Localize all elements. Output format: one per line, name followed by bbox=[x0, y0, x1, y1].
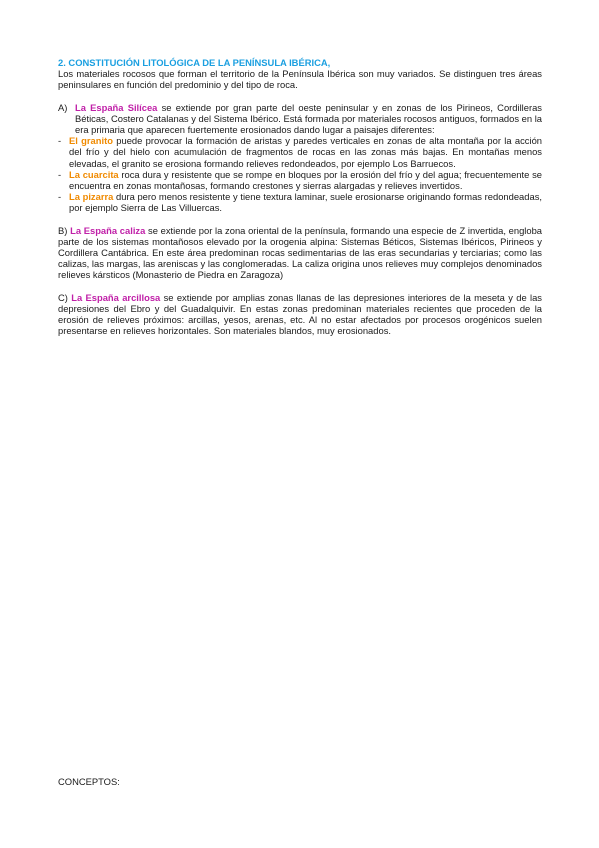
rock-term-cuarcita: La cuarcita bbox=[69, 168, 119, 180]
bullet-dash: - bbox=[58, 135, 62, 147]
rock-term-pizarra: La pizarra bbox=[69, 191, 114, 203]
section-b-label: B) bbox=[58, 224, 68, 236]
bullet-dash: - bbox=[58, 191, 62, 203]
bullet-text: dura pero menos resistente y tiene textura laminar, suele erosionarse originando formas redondeadas, por ejemplo Sierra de Las Villuercas. bbox=[69, 191, 542, 214]
bullet-granito bbox=[58, 135, 542, 169]
document-body bbox=[58, 57, 542, 336]
section-c-heading: La España arcillosa bbox=[71, 291, 161, 303]
section-c-label: C) bbox=[58, 291, 68, 303]
section-a-heading: La España Silícea bbox=[75, 101, 158, 113]
section-a-label: A) bbox=[58, 101, 68, 113]
section-b bbox=[58, 225, 542, 281]
section-b-heading: La España caliza bbox=[70, 224, 146, 236]
bullet-text: roca dura y resistente que se rompe en bloques por la erosión del frío y del agua; frecuentemente se encuentra en zonas montañosas, formando crestones y sierras alargadas y relieves invertidos. bbox=[69, 168, 542, 192]
rock-term-granito: El granito bbox=[69, 135, 113, 147]
section-a bbox=[58, 102, 542, 136]
intro-paragraph: Los materiales rocosos que forman el territorio de la Península Ibérica son muy variados. Se distinguen tres áreas peninsulares en función del predominio y del tipo de roca. bbox=[58, 68, 542, 91]
bullet-pizarra bbox=[58, 191, 542, 213]
bullet-cuarcita bbox=[58, 169, 542, 191]
section-b-text: se extiende por la zona oriental de la península, formando una especie de Z invertida, engloba parte de los sistemas montañosos elevado por la orogenia alpina: Sistemas Béticos, Sistemas Ibéricos, Pirineos y Cordillera Cantábrica. En este área predominan rocas sedimentarias de las eras secundarias y terciarias; como las calizas, las margas, las areniscas y las conglomeradas. La caliza origina unos relieves muy complejos denominados relieves kársticos (Monasterio de Piedra en Zaragoza) bbox=[58, 224, 543, 281]
bullet-dash: - bbox=[58, 168, 62, 180]
section-c bbox=[58, 292, 542, 337]
section-a-text: se extiende por gran parte del oeste peninsular y en zonas de los Pirineos, Cordilleras Béticas, Costero Catalanas y del Sistema Ibérico. Está formada por materiales rocosos antiguos, formados en la era primaria que aparecen fuertemente erosionados dando lugar a paisajes diferentes: bbox=[75, 101, 542, 136]
conceptos-heading: CONCEPTOS: bbox=[58, 776, 120, 787]
section-c-text: se extiende por amplias zonas llanas de las depresiones interiores de la meseta y de las depresiones del Ebro y del Guadalquivir. En estas zonas predominan materiales recientes que proceden de la erosión de relieves próximos: arcillas, yesos, arenas, etc. Al no estar afectados por procesos orogénicos suelen presentarse en relieves horizontales. Son materiales blandos, muy erosionados. bbox=[58, 291, 542, 337]
bullet-text: puede provocar la formación de aristas y paredes verticales en zonas de alta montaña por la acción del frío y del hielo con acumulación de fragmentos de rocas en las zonas más bajas. En montañas menos elevadas, el granito se erosiona formando relieves redondeados, por ejemplo Los Barruecos. bbox=[69, 135, 543, 169]
section-title: 2. CONSTITUCIÓN LITOLÓGICA DE LA PENÍNSULA IBÉRICA, bbox=[58, 57, 331, 68]
